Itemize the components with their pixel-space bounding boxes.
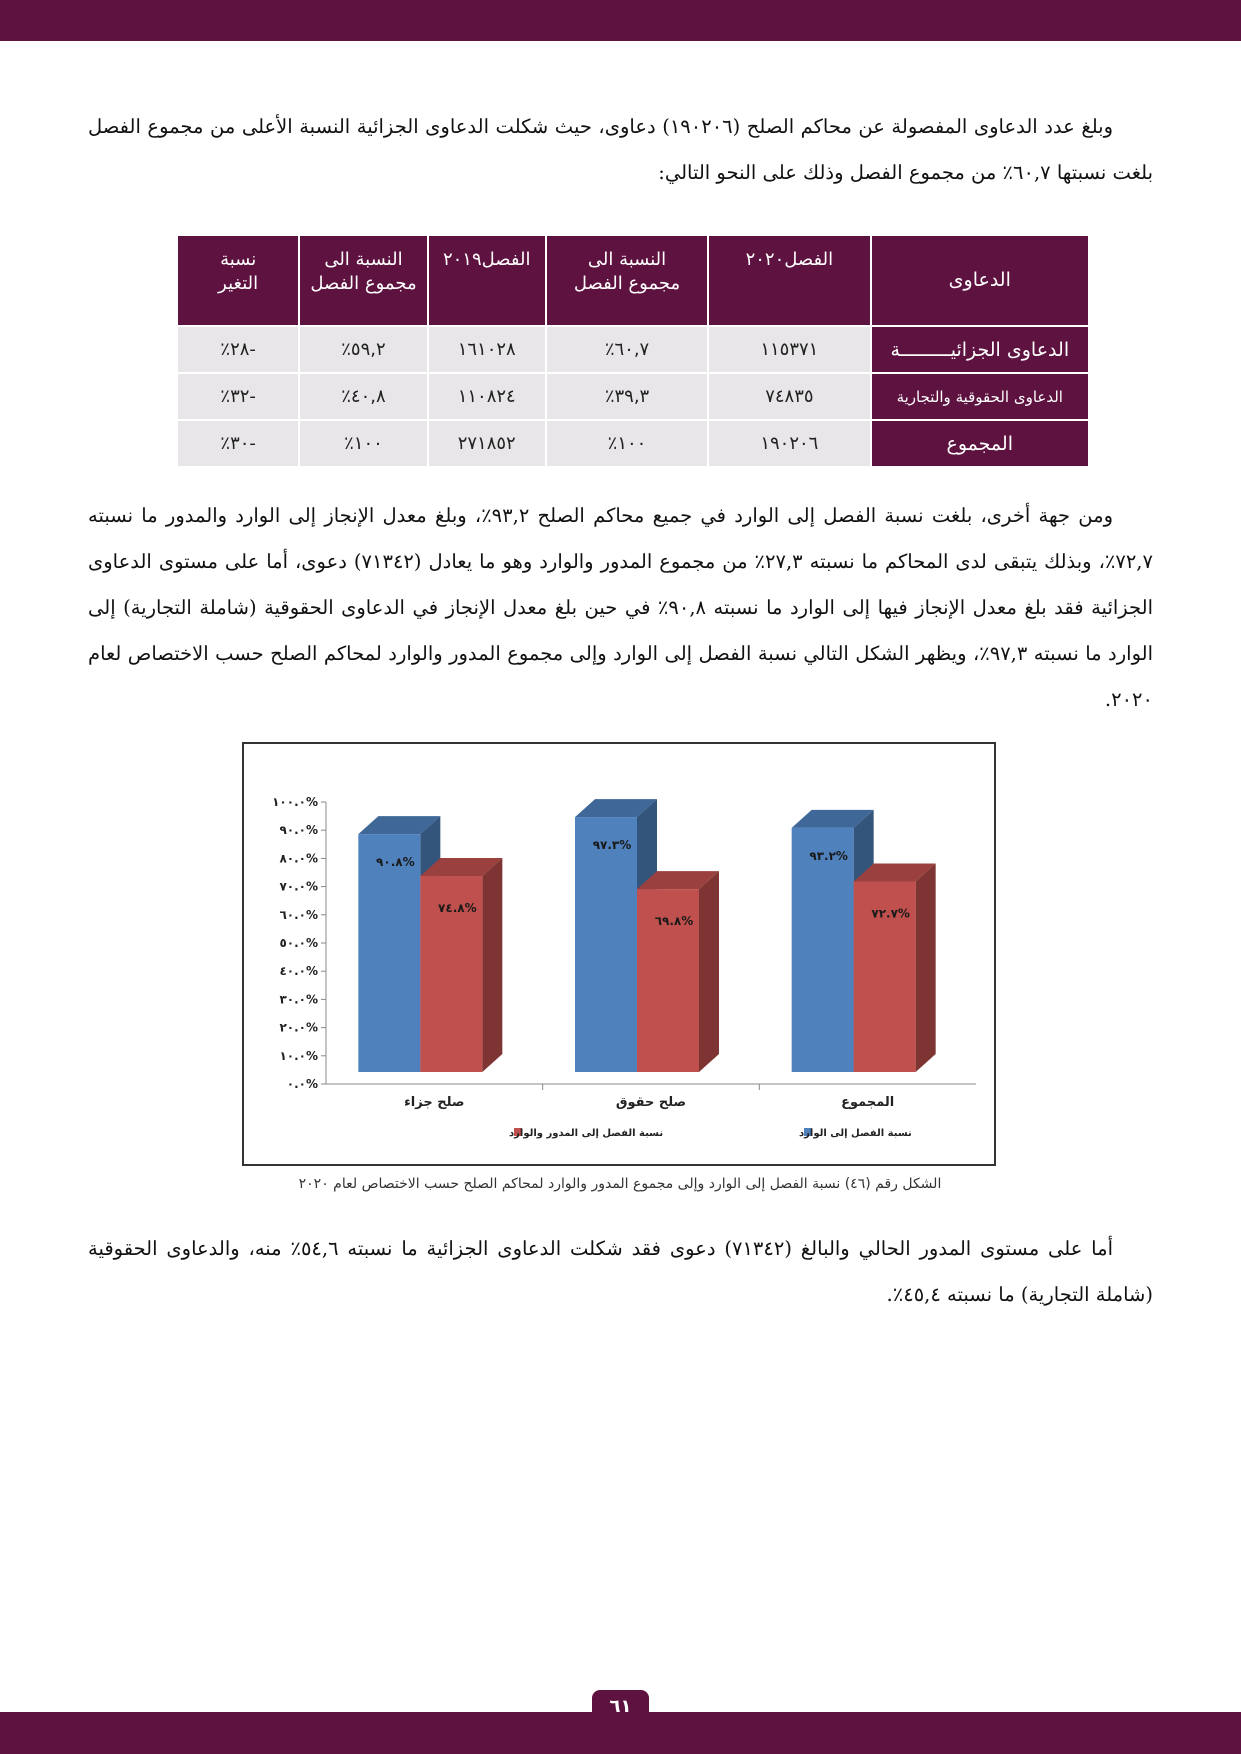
header-fasl2020: الفصل٢٠٢٠ xyxy=(709,236,869,325)
intro-paragraph xyxy=(88,104,1153,196)
table-header-row xyxy=(178,236,1088,325)
figure-caption: الشكل رقم (٤٦) نسبة الفصل إلى الوارد وإلى مجموع المدور والوارد لمحاكم الصلح حسب الاختصاص لعام ٢٠٢٠ xyxy=(298,1176,942,1192)
data-label: ٧٢.٧% xyxy=(871,906,910,921)
intro-text: وبلغ عدد الدعاوى المفصولة عن محاكم الصلح (١٩٠٢٠٦) دعاوى، حيث شكلت الدعاوى الجزائية النسبة الأعلى من مجموع الفصل بلغت نسبتها ٦٠,٧٪ من مجموع الفصل وذلك على النحو التالي: xyxy=(88,115,1153,184)
middle-paragraph xyxy=(88,493,1153,723)
header-pct2019-line2: مجموع الفصل xyxy=(310,273,417,294)
row-label: الدعاوى الحقوقية والتجارية xyxy=(872,374,1088,419)
header-pct2020-line1: النسبة الى xyxy=(587,249,667,270)
y-tick-label: ٤٠.٠% xyxy=(279,964,318,979)
header-change xyxy=(178,236,298,325)
header-pct2019 xyxy=(300,236,426,325)
legend-label: نسبة الفصل إلى المدور والوارد xyxy=(509,1128,664,1139)
middle-text: ومن جهة أخرى، بلغت نسبة الفصل إلى الوارد في جميع محاكم الصلح ٩٣,٢٪، وبلغ معدل الإنجاز إلى الوارد والمدور ما نسبته ٧٢,٧٪، وبذلك يتبقى لدى المحاكم ما نسبته ٢٧,٣٪ من مجموع المدور والوارد وهو ما يعادل (٧١٣٤٢) دعوى، أما على مستوى الدعاوى الجزائية فقد بلغ معدل الإنجاز فيها إلى الوارد ما نسبته ٩٠,٨٪ في حين بلغ معدل الإنجاز في الدعاوى الحقوقية (شاملة التجارية) إلى الوارد ما نسبته ٩٧,٣٪، ويظهر الشكل التالي نسبة الفصل إلى الوارد وإلى مجموع المدور والوارد لمحاكم الصلح حسب الاختصاص لعام ٢٠٢٠. xyxy=(88,504,1153,711)
cell-pct2020: ٦٠,٧٪ xyxy=(547,327,707,372)
y-tick-label: ٩٠.٠% xyxy=(279,823,318,838)
cell-fasl2020: ١٩٠٢٠٦ xyxy=(709,421,869,466)
y-tick-label: ٢٠.٠% xyxy=(279,1020,318,1035)
cases-table xyxy=(176,234,1090,468)
bar-chart xyxy=(244,744,994,1164)
cell-fasl2019: ٢٧١٨٥٢ xyxy=(429,421,545,466)
table-row xyxy=(178,374,1088,419)
cell-change: -٣٠٪ xyxy=(178,421,298,466)
y-tick-label: ٦٠.٠% xyxy=(279,907,318,922)
category-label: صلح حقوق xyxy=(615,1095,687,1110)
row-label: المجموع xyxy=(872,421,1088,466)
data-label: ٧٤.٨% xyxy=(438,901,477,916)
cell-pct2019: ٤٠,٨٪ xyxy=(300,374,426,419)
top-banner xyxy=(0,0,1241,41)
y-tick-label: ٧٠.٠% xyxy=(279,879,318,894)
closing-text: أما على مستوى المدور الحالي والبالغ (٧١٣٤٢) دعوى فقد شكلت الدعاوى الجزائية ما نسبته ٥٤,٦٪ منه، والدعاوى الحقوقية (شاملة التجارية) ما نسبته ٤٥,٤٪. xyxy=(88,1237,1153,1306)
header-cases: الدعاوى xyxy=(872,236,1088,325)
cell-fasl2019: ١١٠٨٢٤ xyxy=(429,374,545,419)
category-label: صلح جزاء xyxy=(404,1095,465,1110)
header-fasl2019: الفصل٢٠١٩ xyxy=(429,236,545,325)
cell-pct2019: ٥٩,٢٪ xyxy=(300,327,426,372)
y-tick-label: ١٠٠.٠% xyxy=(272,795,318,809)
category-label: المجموع xyxy=(841,1095,895,1110)
header-change-line2: التغير xyxy=(218,273,259,294)
header-pct2019-line1: النسبة الى xyxy=(324,249,403,270)
cell-pct2019: ١٠٠٪ xyxy=(300,421,426,466)
data-label: ٩٧.٣% xyxy=(592,838,632,853)
cell-change: -٢٨٪ xyxy=(178,327,298,372)
bar-side xyxy=(916,864,936,1072)
y-tick-label: ٣٠.٠% xyxy=(279,992,318,1007)
cell-fasl2020: ٧٤٨٣٥ xyxy=(709,374,869,419)
cell-fasl2020: ١١٥٣٧١ xyxy=(709,327,869,372)
chart-frame xyxy=(242,742,996,1166)
bar-side xyxy=(699,871,719,1072)
y-tick-label: ٨٠.٠% xyxy=(279,851,318,866)
header-pct2020 xyxy=(547,236,707,325)
y-tick-label: ٥٠.٠% xyxy=(279,936,318,950)
header-change-line1: نسبة xyxy=(220,249,257,270)
data-label: ٦٩.٨% xyxy=(654,914,694,929)
page-number: ٦١ xyxy=(592,1690,649,1726)
bar xyxy=(792,828,854,1072)
data-label: ٩٠.٨% xyxy=(376,855,415,870)
header-pct2020-line2: مجموع الفصل xyxy=(573,273,681,294)
bar-side xyxy=(482,858,502,1072)
legend-label: نسبة الفصل إلى الوارد xyxy=(799,1128,912,1139)
cell-pct2020: ٣٩,٣٪ xyxy=(547,374,707,419)
cell-change: -٣٢٪ xyxy=(178,374,298,419)
cell-fasl2019: ١٦١٠٢٨ xyxy=(429,327,545,372)
bar xyxy=(575,817,637,1072)
table-row xyxy=(178,421,1088,466)
table-row xyxy=(178,327,1088,372)
y-tick-label: ١٠.٠% xyxy=(279,1048,318,1063)
bar xyxy=(358,834,420,1072)
closing-paragraph xyxy=(88,1226,1153,1318)
data-label: ٩٣.٢% xyxy=(809,848,848,863)
row-label: الدعاوى الجزائيـــــــــة xyxy=(872,327,1088,372)
y-tick-label: ٠.٠% xyxy=(286,1077,318,1091)
cell-pct2020: ١٠٠٪ xyxy=(547,421,707,466)
